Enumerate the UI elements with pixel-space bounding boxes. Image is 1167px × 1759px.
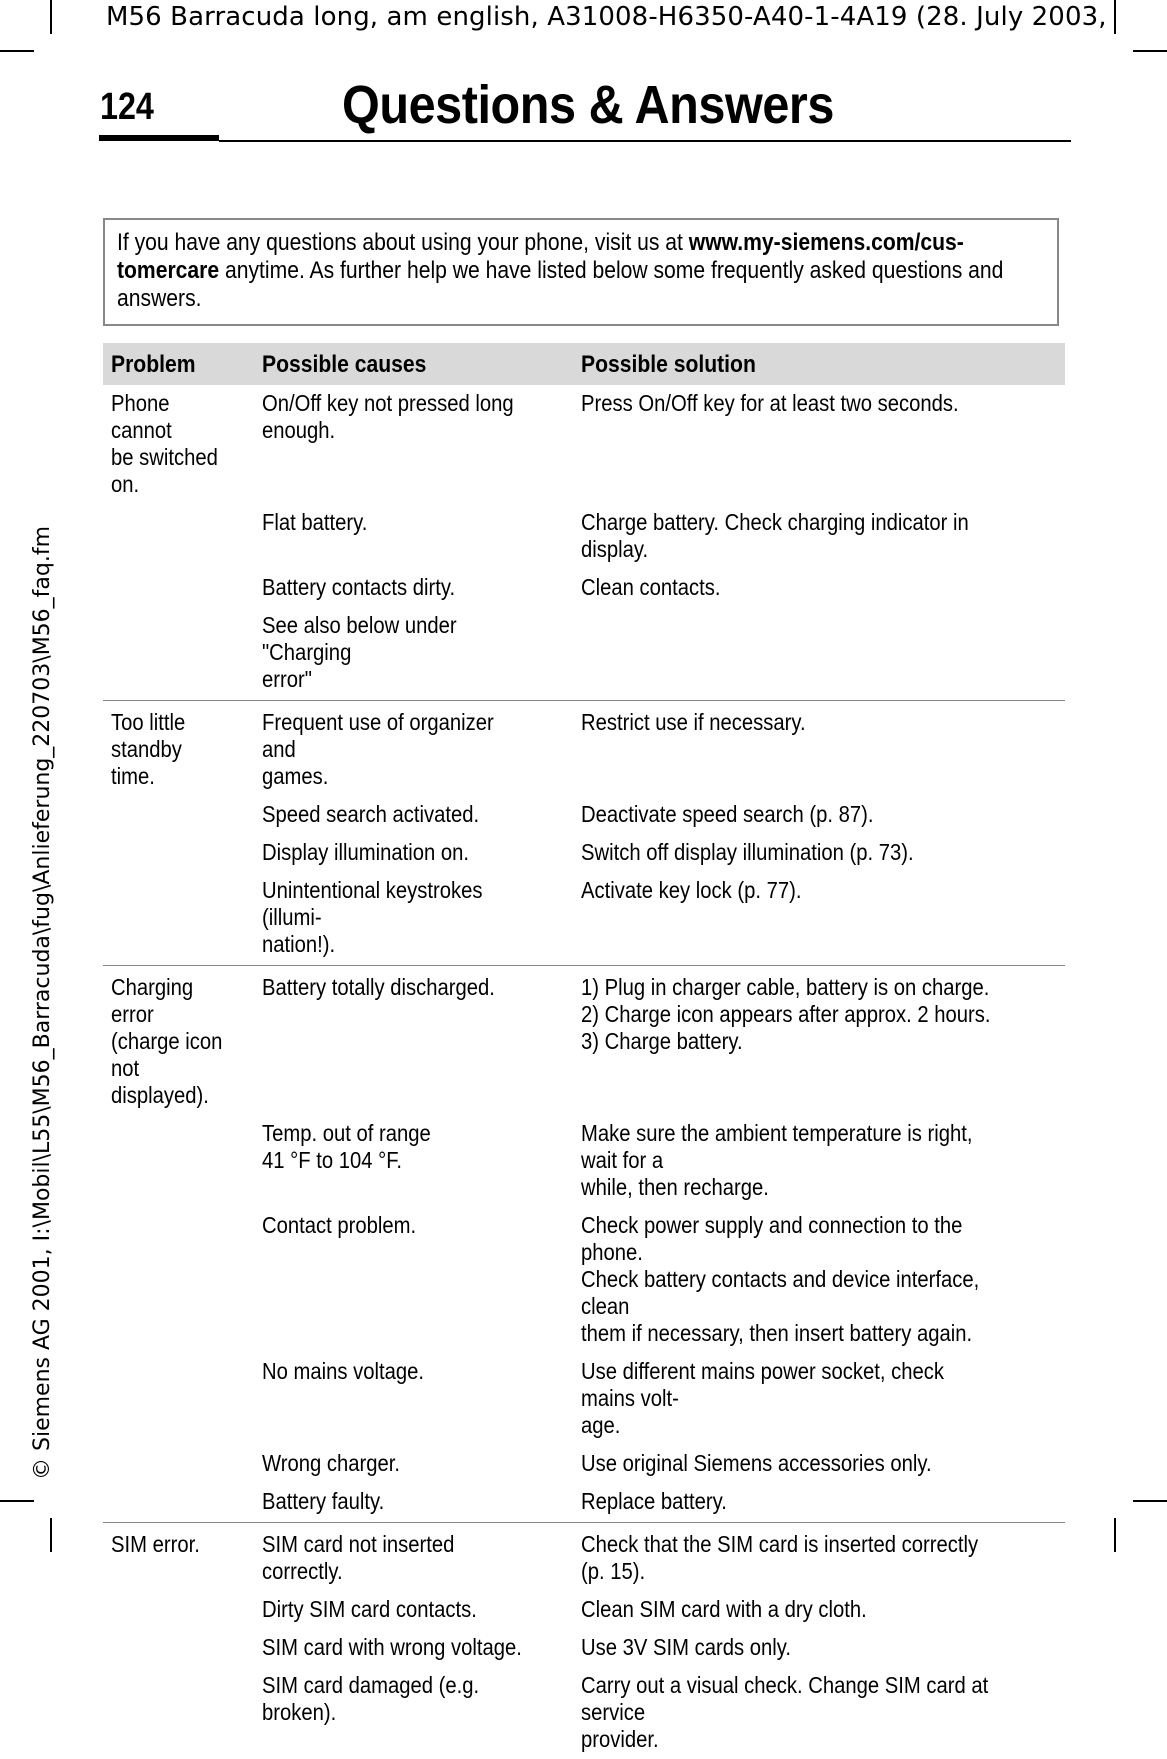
problem-cell: Charging error (charge icon not displayed). <box>111 974 223 1108</box>
intro-box <box>103 218 1059 326</box>
problem-cell <box>103 1207 254 1353</box>
solution-cell: Replace battery. <box>573 1483 1065 1523</box>
cause-cell: Battery faulty. <box>254 1483 573 1523</box>
title-rule-thick <box>99 135 219 141</box>
page-title: Questions & Answers <box>342 75 834 135</box>
table-row <box>103 1115 1065 1207</box>
table-row <box>103 834 1065 872</box>
crop-mark <box>1133 1500 1167 1502</box>
solution-cell: Clean SIM card with a dry cloth. <box>581 1596 867 1622</box>
problem-cell: Too little standby time. <box>111 709 186 789</box>
page-number: 124 <box>100 86 154 128</box>
cause-cell: No mains voltage. <box>262 1358 425 1384</box>
cause-cell: Battery contacts dirty. <box>262 574 456 600</box>
table-row <box>103 607 1065 701</box>
solution-cell: 1) Plug in charger cable, battery is on charge. 2) Charge icon appears after approx. 2 hours. 3) Charge battery. <box>581 974 991 1054</box>
crop-mark <box>50 1518 52 1552</box>
solution-cell: Check power supply and connection to the phone. Check battery contacts and device interface, clean them if necessary, then insert battery again. <box>581 1212 980 1346</box>
solution-cell: Activate key lock (p. 77). <box>573 872 1065 966</box>
cause-cell: Frequent use of organizer and games. <box>262 709 494 789</box>
cause-cell: SIM card damaged (e.g. broken). <box>262 1672 480 1725</box>
cause-cell: Speed search activated. <box>262 801 480 827</box>
crop-mark <box>1114 1518 1116 1552</box>
cause-cell: Dirty SIM card contacts. <box>262 1596 477 1622</box>
crop-mark <box>1114 0 1116 34</box>
crop-mark <box>0 50 34 52</box>
problem-cell <box>103 1667 254 1759</box>
problem-cell <box>103 834 254 872</box>
intro-text-after: anytime. As further help we have listed below some frequently asked questions and answers. <box>117 257 1004 312</box>
solution-cell: Charge battery. Check charging indicator in display. <box>581 509 969 562</box>
problem-cell <box>103 1483 254 1523</box>
intro-text-before: If you have any questions about using your phone, visit us at <box>117 229 689 256</box>
solution-cell: Use different mains power socket, check mains volt- age. <box>581 1358 944 1438</box>
table-row <box>103 872 1065 966</box>
table-row <box>103 1483 1065 1523</box>
cause-cell: On/Off key not pressed long enough. <box>262 390 514 443</box>
solution-cell: Carry out a visual check. Change SIM card at service provider. <box>581 1672 989 1752</box>
solution-cell: Check that the SIM card is inserted correctly (p. 15). <box>581 1531 979 1584</box>
problem-cell <box>103 1115 254 1207</box>
problem-cell <box>103 1591 254 1629</box>
table-row <box>103 701 1065 797</box>
solution-cell: Clean contacts. <box>581 574 721 600</box>
problem-cell <box>103 1445 254 1483</box>
problem-cell <box>103 796 254 834</box>
table-row <box>103 1629 1065 1667</box>
problem-cell: SIM error. <box>111 1531 200 1557</box>
header-problem: Problem <box>103 343 254 385</box>
table-header-row <box>103 343 1065 385</box>
problem-cell: Phone cannot be switched on. <box>111 390 218 497</box>
side-file-path: © Siemens AG 2001, I:\Mobil\L55\M56_Barracuda\fug\Anlieferung_220703\M56_faq.fm <box>30 525 55 1480</box>
table-row <box>103 569 1065 607</box>
header-possible-causes: Possible causes <box>254 343 573 385</box>
solution-cell: Make sure the ambient temperature is right, wait for a while, then recharge. <box>581 1120 973 1200</box>
cause-cell: SIM card not inserted correctly. <box>262 1531 455 1584</box>
table-row <box>103 966 1065 1116</box>
table-row <box>103 796 1065 834</box>
solution-cell: Use original Siemens accessories only. <box>581 1450 932 1476</box>
crop-mark <box>0 1500 34 1502</box>
solution-cell <box>573 607 1065 701</box>
cause-cell: Wrong charger. <box>262 1450 401 1476</box>
table-row <box>103 385 1065 504</box>
cause-cell: Battery totally discharged. <box>262 974 495 1000</box>
running-header: M56 Barracuda long, am english, A31008-H6350-A40-1-4A19 (28. July 2003, <box>106 2 1107 32</box>
table-row <box>103 1523 1065 1592</box>
solution-cell: Restrict use if necessary. <box>581 709 806 735</box>
table-row <box>103 1207 1065 1353</box>
cause-cell: Unintentional keystrokes (illumi- nation!). <box>254 872 573 966</box>
cause-cell: See also below under "Charging error" <box>254 607 573 701</box>
cause-cell: Contact problem. <box>262 1212 417 1238</box>
crop-mark <box>50 0 52 34</box>
faq-table <box>103 343 1065 1759</box>
solution-cell: Use 3V SIM cards only. <box>581 1634 791 1660</box>
problem-cell <box>103 872 254 966</box>
table-row <box>103 1445 1065 1483</box>
cause-cell: Temp. out of range 41 °F to 104 °F. <box>262 1120 431 1173</box>
problem-cell <box>103 1353 254 1445</box>
cause-cell: SIM card with wrong voltage. <box>262 1634 522 1660</box>
solution-cell: Press On/Off key for at least two seconds. <box>581 390 959 416</box>
problem-cell <box>103 607 254 701</box>
table-row <box>103 1591 1065 1629</box>
problem-cell <box>103 1629 254 1667</box>
cause-cell: Display illumination on. <box>262 839 470 865</box>
problem-cell <box>103 569 254 607</box>
table-row <box>103 504 1065 569</box>
header-possible-solution: Possible solution <box>573 343 1065 385</box>
table-row <box>103 1667 1065 1759</box>
customer-care-link[interactable]: www.my-siemens.com/cus-tomercare <box>117 229 964 284</box>
intro-paragraph <box>117 229 1054 313</box>
crop-mark <box>1133 50 1167 52</box>
table-row <box>103 1353 1065 1445</box>
cause-cell: Flat battery. <box>262 509 368 535</box>
solution-cell: Switch off display illumination (p. 73). <box>581 839 914 865</box>
solution-cell: Deactivate speed search (p. 87). <box>581 801 874 827</box>
problem-cell <box>103 504 254 569</box>
title-rule-thin <box>219 140 1071 142</box>
